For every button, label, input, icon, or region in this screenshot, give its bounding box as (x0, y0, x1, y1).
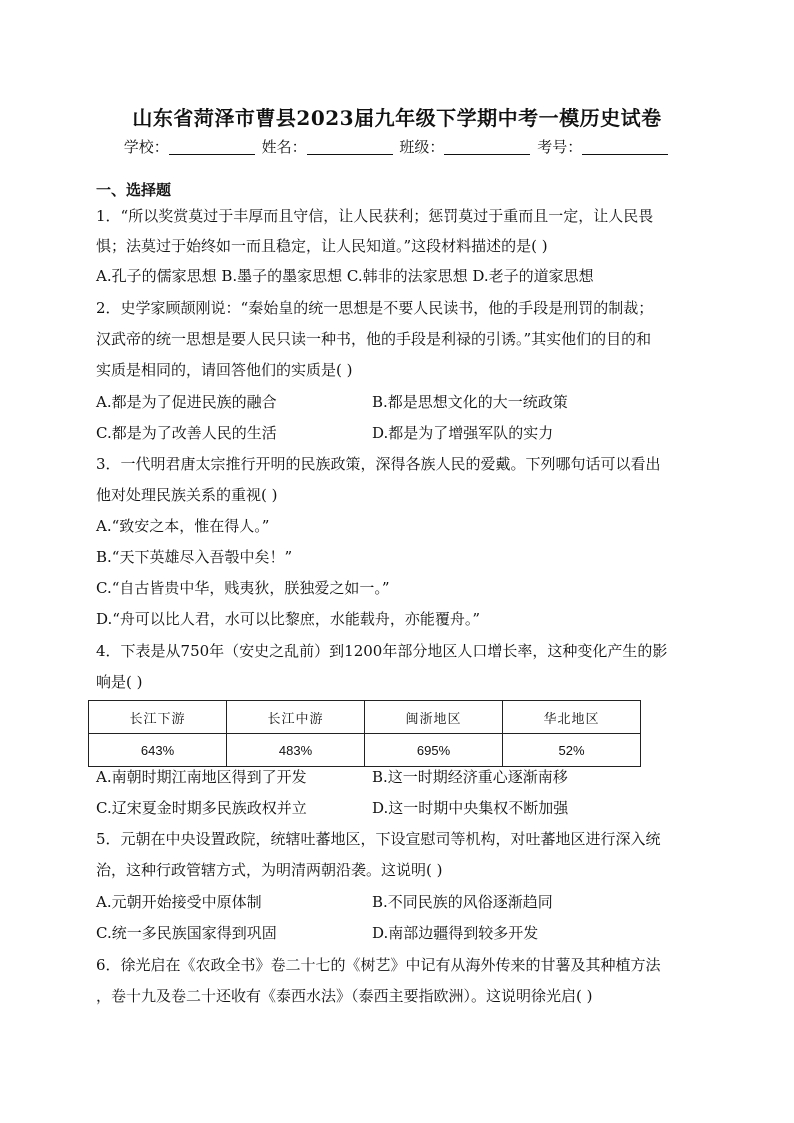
q6-line-1: 6．徐光启在《农政全书》卷二十七的《树艺》中记有从海外传来的甘薯及其种植方法 (96, 956, 661, 974)
q5-line-1: 5．元朝在中央设置政院，统辖吐蕃地区，下设宣慰司等机构，对吐蕃地区进行深入统 (96, 830, 661, 848)
table-cell: 643% (89, 734, 227, 767)
q5-option-b: B.不同民族的风俗逐渐趋同 (372, 893, 553, 911)
student-info-row (0, 136, 794, 157)
q2-option-a: A.都是为了促进民族的融合 (96, 393, 277, 411)
name-blank (307, 140, 393, 155)
population-growth-table (88, 700, 641, 767)
q5-option-a: A.元朝开始接受中原体制 (96, 893, 262, 911)
table-header-row (89, 701, 641, 734)
q5-line-2: 治，这种行政管辖方式，为明清两朝沿袭。这说明( ) (96, 861, 443, 879)
school-label: 学校： (123, 138, 169, 156)
table-header-cell: 长江中游 (227, 701, 365, 734)
q2-option-d: D.都是为了增强军队的实力 (372, 424, 554, 442)
class-label: 班级： (399, 138, 445, 156)
q3-option-d: D.“舟可以比人君，水可以比黎庶，水能载舟，亦能覆舟。” (96, 610, 481, 628)
q4-line-1: 4．下表是从750年（安史之乱前）到1200年部分地区人口增长率，这种变化产生的影 (96, 642, 668, 660)
q1-line-2: 惧；法莫过于始终如一而且稳定，让人民知道。”这段材料描述的是( ) (96, 237, 548, 255)
q1-line-1: 1．“所以奖赏莫过于丰厚而且守信，让人民获利；惩罚莫过于重而且一定，让人民畏 (96, 207, 654, 225)
q4-option-a: A.南朝时期江南地区得到了开发 (96, 768, 307, 786)
number-label: 考号： (537, 138, 583, 156)
q3-line-1: 3．一代明君唐太宗推行开明的民族政策，深得各族人民的爱戴。下列哪句话可以看出 (96, 455, 661, 473)
q1-options: A.孔子的儒家思想 B.墨子的墨家思想 C.韩非的法家思想 D.老子的道家思想 (96, 267, 594, 285)
table-header-cell: 闽浙地区 (365, 701, 503, 734)
q5-option-d: D.南部边疆得到较多开发 (372, 924, 539, 942)
table-header-cell: 华北地区 (503, 701, 641, 734)
q5-option-c: C.统一多民族国家得到巩固 (96, 924, 277, 942)
table-header-cell: 长江下游 (89, 701, 227, 734)
q4-option-d: D.这一时期中央集权不断加强 (372, 799, 569, 817)
q2-option-c: C.都是为了改善人民的生活 (96, 424, 277, 442)
q3-option-c: C.“自古皆贵中华，贱夷狄，朕独爱之如一。” (96, 579, 390, 597)
class-blank (444, 140, 530, 155)
q4-option-b: B.这一时期经济重心逐渐南移 (372, 768, 568, 786)
name-label: 姓名： (261, 138, 307, 156)
table-row (89, 734, 641, 767)
q4-line-2: 响是( ) (96, 673, 143, 691)
table-cell: 695% (365, 734, 503, 767)
table-cell: 483% (227, 734, 365, 767)
exam-title: 山东省菏泽市曹县2023届九年级下学期中考一模历史试卷 (132, 106, 662, 130)
table-cell: 52% (503, 734, 641, 767)
q2-line-3: 实质是相同的，请回答他们的实质是( ) (96, 361, 353, 379)
number-blank (582, 140, 668, 155)
q3-option-a: A.“致安之本，惟在得人。” (96, 517, 270, 535)
q3-line-2: 他对处理民族关系的重视( ) (96, 486, 278, 504)
section-heading: 一、选择题 (96, 181, 172, 199)
q2-line-2: 汉武帝的统一思想是要人民只读一种书，他的手段是利禄的引诱。”其实他们的目的和 (96, 330, 652, 348)
q6-line-2: ，卷十九及卷二十还收有《泰西水法》（泰西主要指欧洲）。这说明徐光启( ) (96, 987, 593, 1005)
q4-option-c: C.辽宋夏金时期多民族政权并立 (96, 799, 307, 817)
q2-option-b: B.都是思想文化的大一统政策 (372, 393, 568, 411)
q3-option-b: B.“天下英雄尽入吾彀中矣！” (96, 548, 293, 566)
q2-line-1: 2．史学家顾颉刚说：“秦始皇的统一思想是不要人民读书，他的手段是刑罚的制裁； (96, 299, 654, 317)
school-blank (169, 140, 255, 155)
